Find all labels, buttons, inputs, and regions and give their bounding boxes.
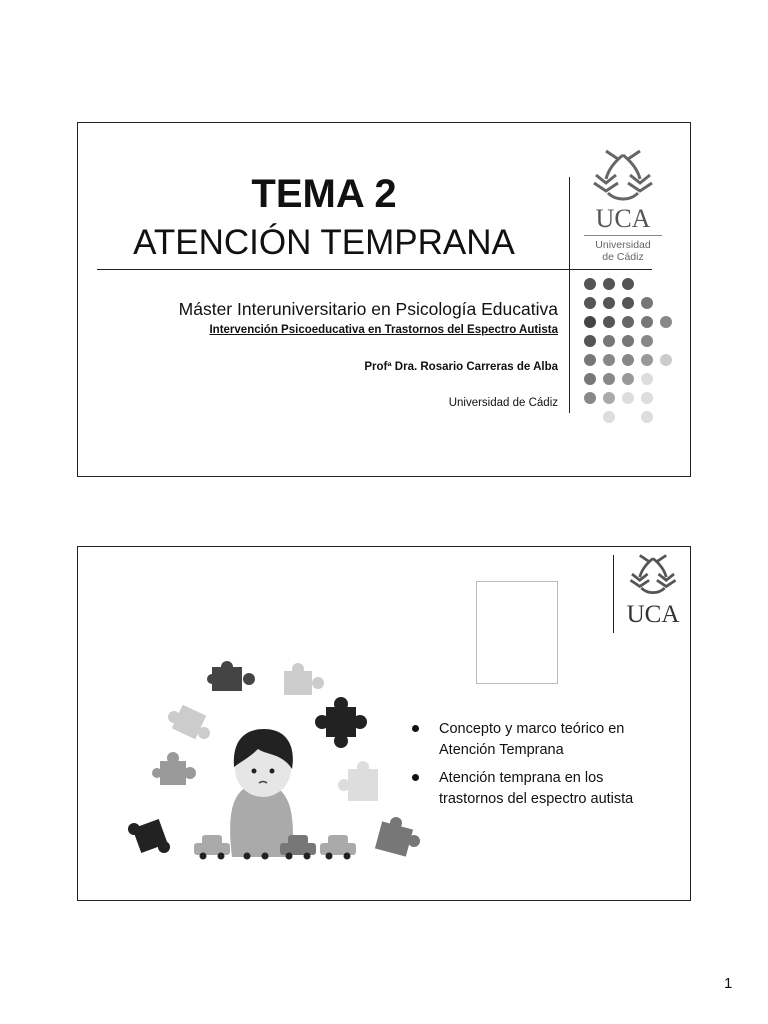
uca-logo [578,149,668,263]
logo-line1: Universidad [595,239,651,251]
page-number: 1 [724,975,733,992]
logo-acronym: UCA [595,204,651,233]
master-program: Máster Interuniversitario en Psicología Educativa [178,299,558,319]
bullet-icon [412,725,419,732]
logo-line2: de Cádiz [602,251,644,263]
university-name: Universidad de Cádiz [448,397,558,409]
logo-divider [613,555,614,633]
slide-subtitle-heading: ATENCIÓN TEMPRANA [133,223,515,262]
decorative-dot-grid [580,278,680,428]
slide-title [77,122,691,477]
course-name: Intervención Psicoeducativa en Trastornos del Espectro Autista [209,324,558,336]
topic-list [396,719,636,817]
uca-logo-small [618,551,688,628]
slide-title-heading: TEMA 2 [251,172,397,216]
slide-contents [77,546,691,901]
logo-acronym: UCA [626,601,680,628]
logo-divider [569,177,570,413]
bullet-icon [412,774,419,781]
image-placeholder [476,581,558,684]
list-item: Atención temprana en los trastornos del espectro autista [396,768,636,810]
list-item: Concepto y marco teórico en Atención Temprana [396,719,636,761]
uca-emblem-icon [578,149,668,201]
professor-name: Profª Dra. Rosario Carreras de Alba [364,361,558,373]
uca-emblem-icon [618,551,688,597]
puzzle-piece-icon [207,661,255,691]
